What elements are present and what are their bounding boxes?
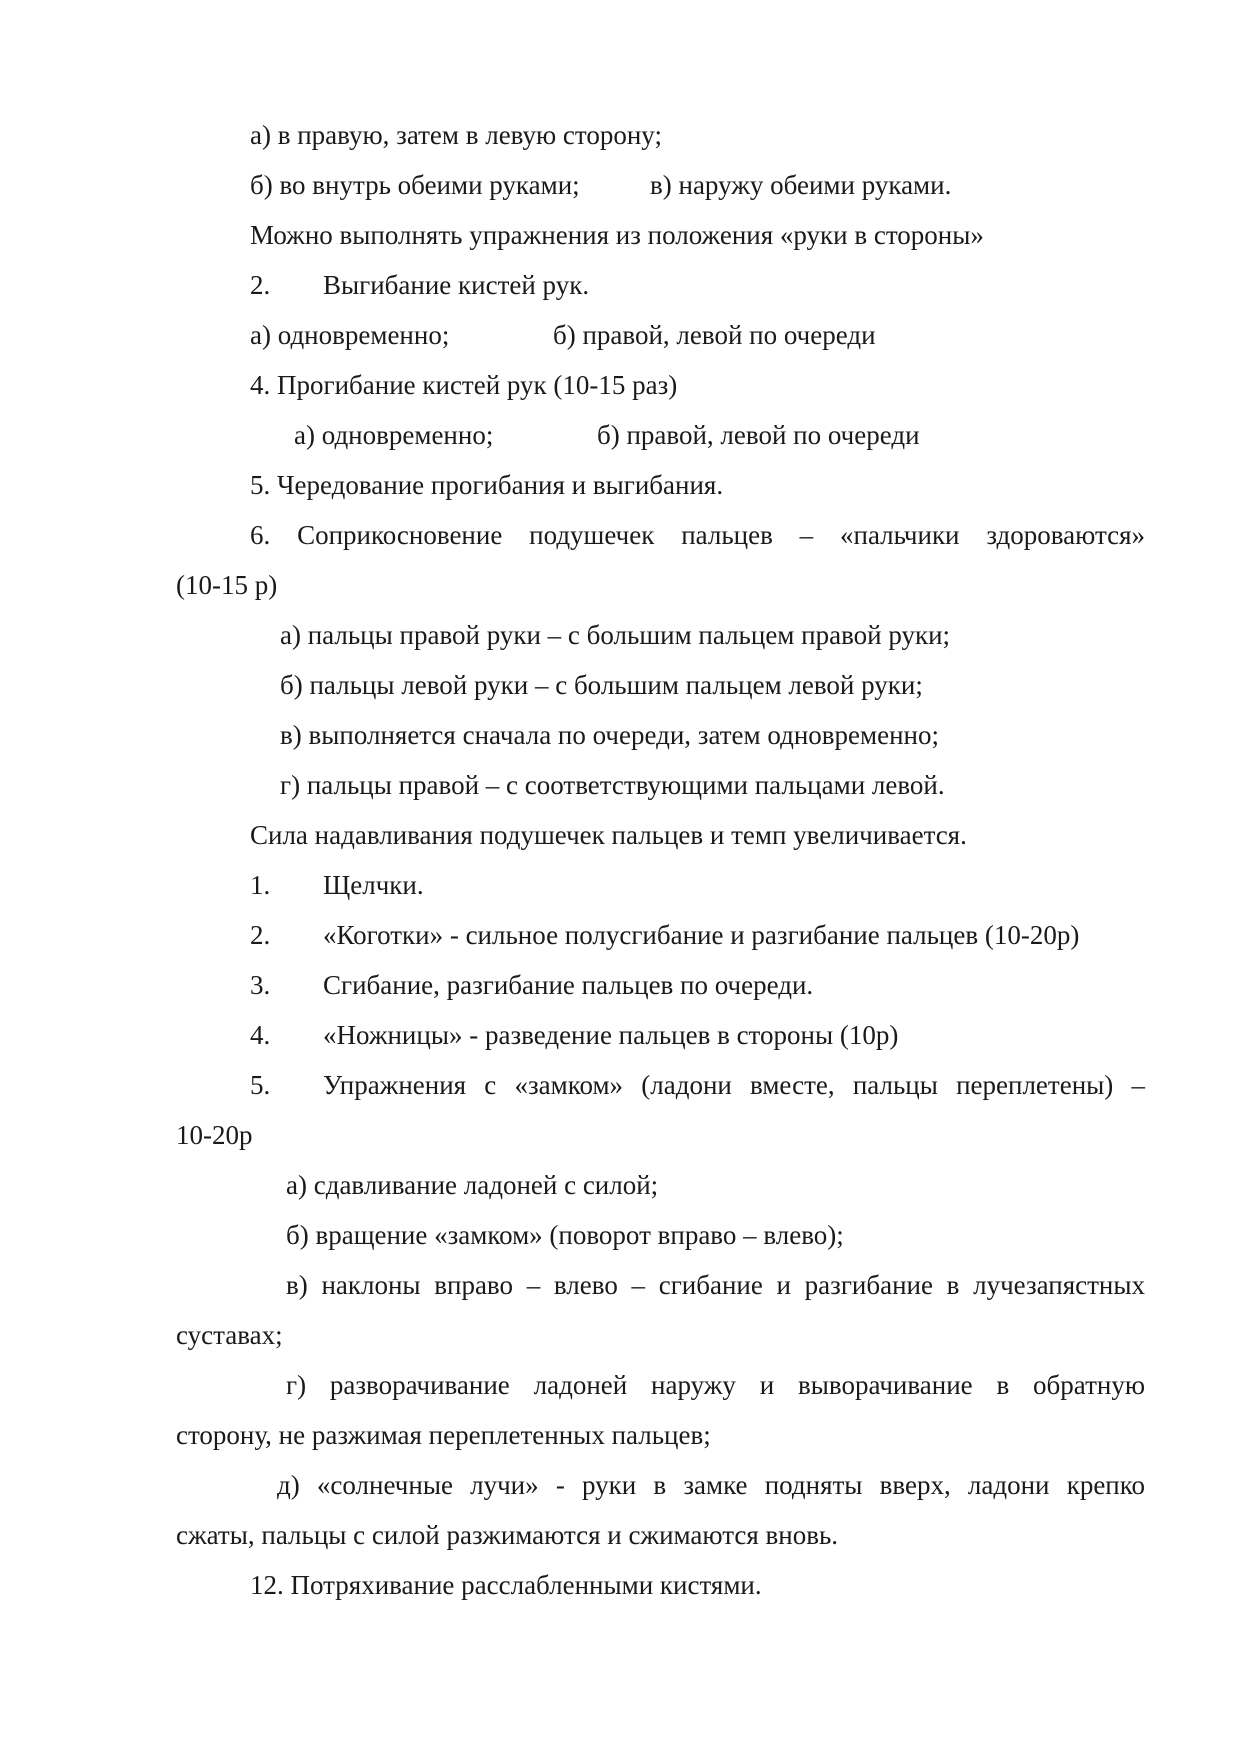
text-line: 12. Потряхивание расслабленными кистями. [250, 1570, 762, 1600]
text-line: Можно выполнять упражнения из положения «руки в стороны» [250, 220, 984, 250]
text-line: (10-15 р) [176, 570, 278, 600]
text-line: а) одновременно; [294, 420, 494, 450]
text-line: в) наклоны вправо – влево – сгибание и разгибание в лучезапястных [286, 1270, 1145, 1300]
list-number: 2. [250, 270, 271, 300]
text-line: б) во внутрь обеими руками; [250, 170, 580, 200]
text-line: 5. Чередование прогибания и выгибания. [250, 470, 724, 500]
text-line: г) разворачивание ладоней наружу и выворачивание в обратную [286, 1370, 1145, 1400]
text-line: в) выполняется сначала по очереди, затем одновременно; [280, 720, 939, 750]
text-line: Сгибание, разгибание пальцев по очереди. [323, 970, 814, 1000]
text-line: «Коготки» - сильное полусгибание и разгибание пальцев (10-20р) [323, 920, 1080, 950]
text-line: сжаты, пальцы с силой разжимаются и сжимаются вновь. [176, 1520, 839, 1550]
text-line: 6. Соприкосновение подушечек пальцев – «пальчики здороваются» [250, 520, 1145, 550]
text-line: Сила надавливания подушечек пальцев и темп увеличивается. [250, 820, 967, 850]
list-number: 2. [250, 920, 271, 950]
text-line: в) наружу обеими руками. [650, 170, 952, 200]
text-line: 10-20р [176, 1120, 253, 1150]
text-line: Выгибание кистей рук. [323, 270, 590, 300]
text-line: а) сдавливание ладоней с силой; [286, 1170, 659, 1200]
text-line: б) пальцы левой руки – с большим пальцем левой руки; [280, 670, 923, 700]
text-line: б) правой, левой по очереди [597, 420, 920, 450]
list-number: 4. [250, 1020, 271, 1050]
text-line: «Ножницы» - разведение пальцев в стороны (10р) [323, 1020, 899, 1050]
text-line: б) правой, левой по очереди [553, 320, 876, 350]
text-line: а) пальцы правой руки – с большим пальцем правой руки; [280, 620, 951, 650]
list-number: 1. [250, 870, 271, 900]
text-line: г) пальцы правой – с соответствующими пальцами левой. [280, 770, 945, 800]
text-line: б) вращение «замком» (поворот вправо – влево); [286, 1220, 844, 1250]
text-line: д) «солнечные лучи» - руки в замке подняты вверх, ладони крепко [277, 1470, 1145, 1500]
text-line: сторону, не разжимая переплетенных пальцев; [176, 1420, 711, 1450]
list-number: 3. [250, 970, 271, 1000]
text-line: а) одновременно; [250, 320, 450, 350]
list-number: 5. [250, 1070, 271, 1100]
text-line: суставах; [176, 1320, 283, 1350]
text-line: а) в правую, затем в левую сторону; [250, 120, 662, 150]
text-line: Щелчки. [323, 870, 424, 900]
text-line: 4. Прогибание кистей рук (10-15 раз) [250, 370, 678, 400]
text-line: Упражнения с «замком» (ладони вместе, пальцы переплетены) – [323, 1070, 1145, 1100]
